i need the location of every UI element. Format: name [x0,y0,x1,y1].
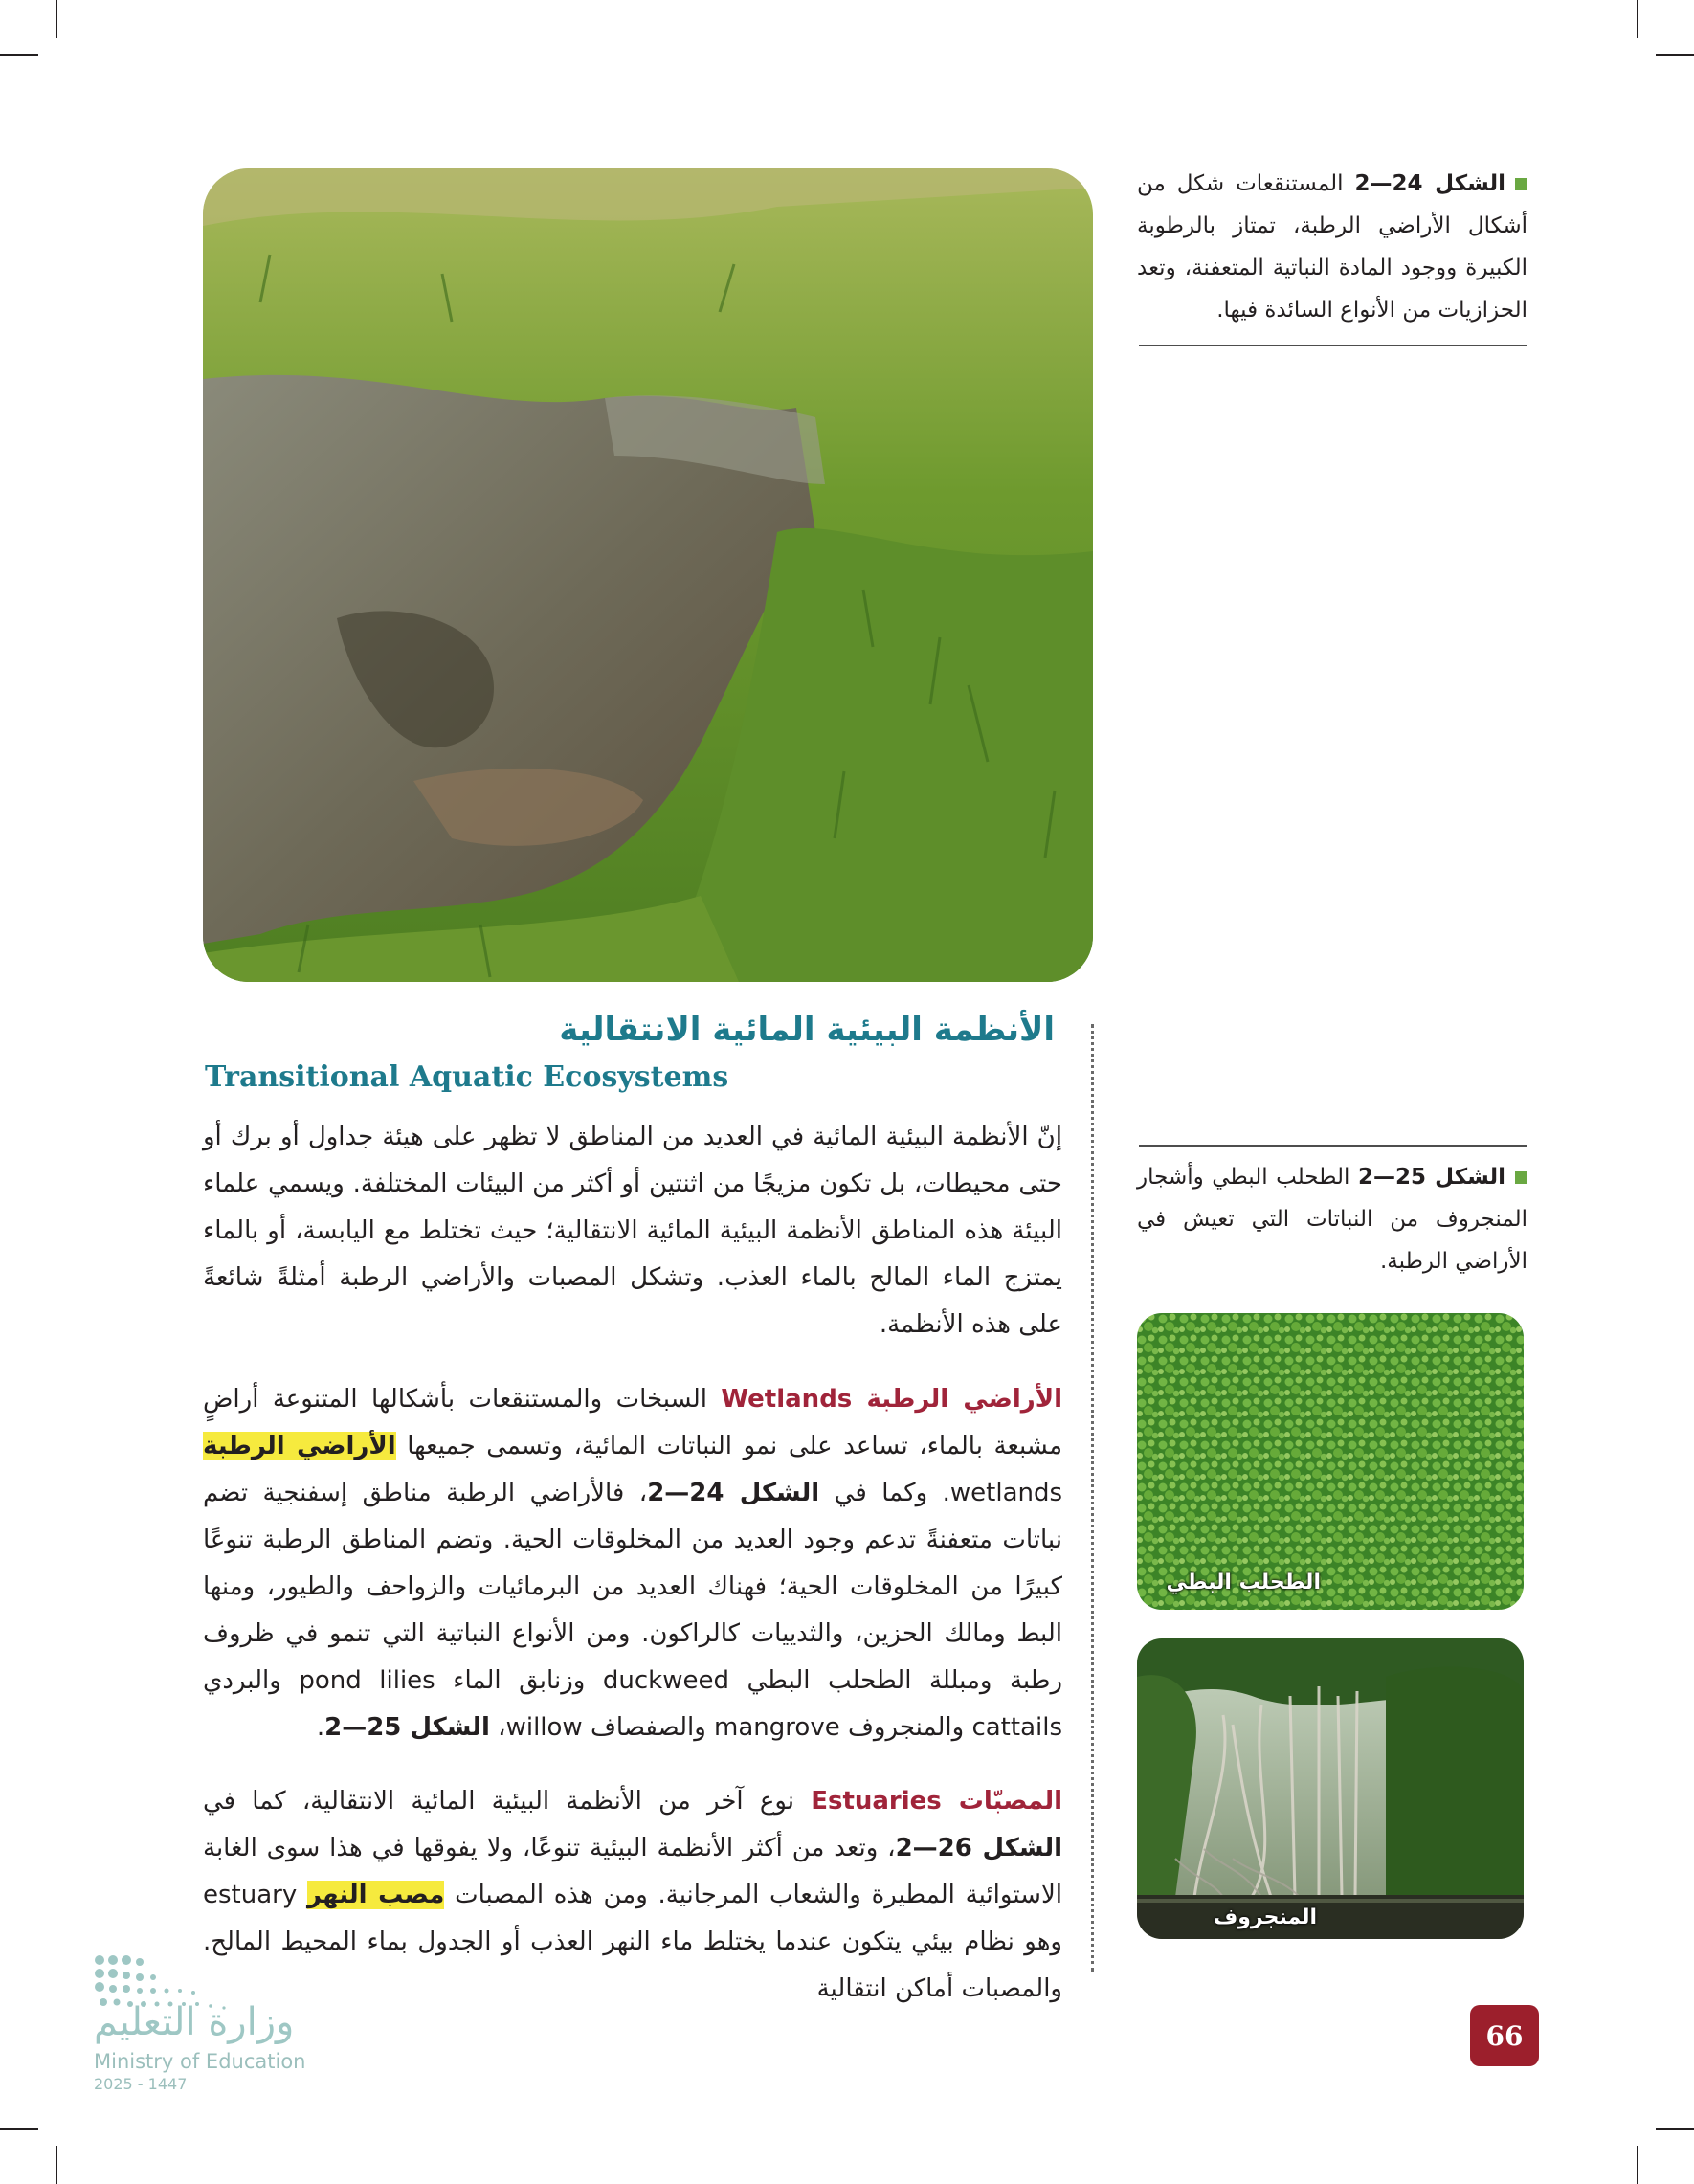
wetland-photo [203,168,1093,982]
mangrove-label: المنجروف [1213,1905,1317,1929]
figure-25-text: الطحلب البطي وأشجار المنجروف من النباتات التي تعيش في الأراضي الرطبة. [1137,1165,1527,1274]
figure-26-ref: الشكل 26—2 [895,1834,1062,1862]
figure-25-ref: الشكل 25—2 [324,1713,490,1742]
para2-t4: . [316,1713,325,1742]
para3-t2: ، وتعد من أكثر الأنظمة البيئية تنوعًا، ولا يفوقها في هذا سوى الغابة الاستوائية المطيرة والشعاب المرجانية. ومن هذه المصبات [203,1834,1062,1909]
body-paragraph-2 [203,1376,1062,1751]
figure-24-text: المستنقعات شكل من أشكال الأراضي الرطبة، تمتاز بالرطوبة الكبيرة ووجود المادة النباتية المتعفنة، وتعد الحزازيات من الأنواع السائدة فيها. [1137,171,1527,323]
column-divider [1091,1024,1094,1972]
term-estuaries: المصبّات Estuaries [811,1787,1062,1816]
duckweed-photo [1137,1313,1524,1610]
body-paragraph-3 [203,1778,1062,2013]
figure-24-number: الشكل 24—2 [1354,171,1506,196]
crop-mark [1656,2128,1694,2130]
section-title-en: Transitional Aquatic Ecosystems [205,1060,729,1094]
mangrove-photo [1137,1638,1524,1939]
bullet-square-icon [1515,1171,1527,1184]
page-number: 66 [1470,2005,1539,2066]
figure-25-number: الشكل 25—2 [1357,1165,1505,1190]
figure-24-ref: الشكل 24—2 [647,1479,820,1507]
para2-t2: wetlands. وكما في [819,1479,1063,1507]
crop-mark [0,54,38,56]
highlight-wetlands: الأراضي الرطبة [203,1432,396,1460]
ministry-year: 2025 - 1447 [94,2075,188,2093]
crop-mark [0,2128,38,2130]
figure-25-caption [1137,1156,1527,1282]
crop-mark [1637,2146,1638,2184]
caption-divider [1139,345,1527,346]
para3-t1: نوع آخر من الأنظمة البيئية المائية الانتقالية، كما في [203,1787,812,1816]
bullet-square-icon [1515,178,1527,190]
ministry-name-ar: وزارة التعليم [94,2000,295,2044]
figure-24-caption [1137,163,1527,331]
para3-t3: estuary وهو نظام بيئي يتكون عندما يختلط ماء النهر العذب أو الجدول بماء المحيط المالح. والمصبات أماكن انتقالية [203,1881,1062,2003]
para2-t3: ، فالأراضي الرطبة مناطق إسفنجية تضم نباتات متعفنةً تدعم وجود العديد من المخلوقات الحية. وتضم المناطق الرطبة تنوعًا كبيرًا من المخلوقات الحية؛ فهناك العديد من البرمائيات والزواحف والطيور، ومنها البط ومالك الحزين، والثدييات كالراكون. ومن الأنواع النباتية التي تنمو في ظروف رطبة ومبللة الطحلب البطي duckweed وزنابق الماء pond lilies والبردي cattails والمنجروف mangrove والصفصاف willow، [203,1479,1062,1742]
para2-t1: السبخات والمستنقعات بأشكالها المتنوعة أراضٍ مشبعة بالماء، تساعد على نمو النباتات المائية، وتسمى جميعها [203,1385,1062,1460]
crop-mark [1656,54,1694,56]
term-wetlands: الأراضي الرطبة Wetlands [721,1385,1062,1414]
caption-divider [1139,1145,1527,1147]
body-paragraph-1 [203,1114,1062,1348]
ministry-name-en: Ministry of Education [94,2050,306,2073]
crop-mark [56,0,57,38]
para1-text: إنّ الأنظمة البيئية المائية في العديد من المناطق لا تظهر على هيئة جداول أو برك أو حتى محيطات، بل تكون مزيجًا من اثنتين أو أكثر من البيئات المختلفة. ويسمي علماء البيئة هذه المناطق الأنظمة البيئية المائية الانتقالية؛ حيث تختلط مع اليابسة، أو بالماء يمتزج الماء المالح بالماء العذب. وتشكل المصبات والأراضي الرطبة أمثلةً شائعةً على هذه الأنظمة. [203,1123,1062,1339]
crop-mark [1637,0,1638,38]
duckweed-label: الطحلب البطي [1166,1571,1321,1594]
highlight-estuary: مصب النهر [306,1881,445,1909]
section-title-ar: الأنظمة البيئية المائية الانتقالية [559,1011,1055,1049]
crop-mark [56,2146,57,2184]
